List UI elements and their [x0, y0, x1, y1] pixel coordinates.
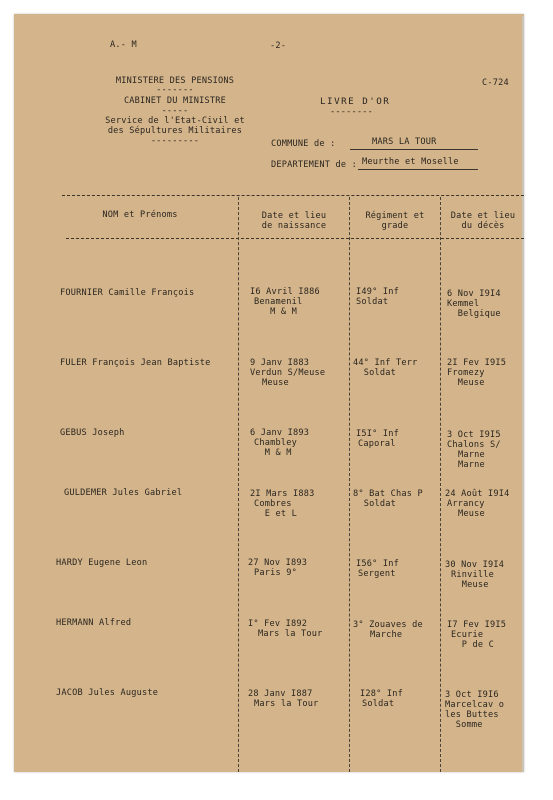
book-title: LIVRE D'OR: [320, 96, 391, 107]
row-4-regiment: 8° Bat Chas P: [353, 489, 423, 499]
row-2-death-region: Meuse: [447, 378, 485, 388]
row-1-grade: Soldat: [356, 297, 389, 307]
commune-value: MARS LA TOUR: [372, 137, 437, 147]
row-6-grade: Marche: [370, 630, 403, 640]
page-edge-shadow: [522, 16, 524, 772]
row-5-regiment: I56° Inf: [356, 559, 399, 569]
department-label: DEPARTEMENT de :: [271, 160, 357, 170]
page-number: -2-: [270, 41, 287, 51]
row-4-grade: Soldat: [353, 499, 396, 509]
row-2-name: FULER François Jean Baptiste: [60, 358, 211, 368]
row-4-death-region: Meuse: [458, 509, 485, 519]
document-page: [14, 14, 524, 772]
row-1-birth-place: Benamenil: [254, 297, 303, 307]
row-7-death-place: Marcelcav o: [445, 700, 505, 710]
row-3-birth-place: Chambley: [254, 438, 297, 448]
row-5-death-date: 30 Nov I9I4: [445, 560, 505, 570]
row-2-death-place: Fromezy: [447, 368, 485, 378]
row-5-death-region: Meuse: [451, 580, 489, 590]
service-rule: ---------: [150, 136, 200, 146]
cabinet-rule: -----: [161, 106, 189, 116]
ministry-rule: -------: [156, 85, 194, 95]
row-1-birth-date: I6 Avril I886: [250, 287, 320, 297]
cabinet-title: CABINET DU MINISTRE: [123, 96, 227, 106]
row-7-birth-date: 28 Janv I887: [248, 689, 313, 699]
row-3-regiment: I5I° Inf: [356, 429, 399, 439]
row-6-name: HERMANN Alfred: [56, 618, 132, 628]
row-1-regiment: I49° Inf: [356, 287, 399, 297]
column-header-regiment: Régiment et: [365, 211, 425, 221]
row-4-birth-place: Combres: [254, 499, 292, 509]
service-line-2: des Sépultures Militaires: [107, 126, 243, 136]
service-line-1: Service de l'Etat-Civil et: [105, 116, 245, 126]
ministry-title: MINISTERE DES PENSIONS: [115, 76, 235, 86]
book-title-rule: --------: [330, 107, 373, 117]
row-5-birth-place: Paris 9°: [254, 568, 297, 578]
row-6-regiment: 3° Zouaves de: [353, 620, 423, 630]
column-header-birth: Date et lieu: [261, 211, 327, 221]
row-7-regiment: I28° Inf: [360, 689, 403, 699]
row-7-death-region: les Buttes: [445, 710, 499, 720]
row-5-birth-date: 27 Nov I893: [248, 558, 308, 568]
row-2-death-date: 2I Fev I9I5: [447, 358, 507, 368]
row-7-death-date: 3 Oct I9I6: [445, 690, 499, 700]
table-top-rule: [62, 195, 524, 196]
commune-underline: [350, 149, 478, 150]
row-7-name: JACOB Jules Auguste: [56, 688, 159, 698]
row-3-grade: Caporal: [358, 439, 396, 449]
row-6-death-region: P de C: [451, 640, 494, 650]
row-4-death-date: 24 Août I9I4: [445, 489, 510, 499]
row-2-birth-dept: Meuse: [262, 378, 289, 388]
row-1-death-place: Kemmel: [447, 299, 480, 309]
row-6-death-date: I7 Fev I9I5: [447, 620, 507, 630]
row-3-death-dept: Marne: [458, 460, 485, 470]
row-3-name: GEBUS Joseph: [60, 428, 125, 438]
column-header-death: Date et lieu: [450, 211, 516, 221]
column-header-name: NOM et Prénoms: [102, 210, 178, 220]
row-5-grade: Sergent: [358, 569, 396, 579]
row-4-name: GULDEMER Jules Gabriel: [64, 488, 183, 498]
column-header-regiment-2: grade: [381, 221, 409, 231]
column-divider-2: [349, 197, 350, 772]
column-divider-1: [238, 197, 239, 772]
row-6-birth-place: Mars la Tour: [258, 629, 323, 639]
row-2-birth-date: 9 Janv I883: [250, 358, 310, 368]
row-3-death-date: 3 Oct I9I5: [447, 430, 501, 440]
row-2-birth-place: Verdun S/Meuse: [250, 368, 326, 378]
row-6-death-place: Ecurie: [451, 630, 484, 640]
reference-right: C-724: [482, 78, 509, 88]
row-4-death-place: Arrancy: [447, 499, 485, 509]
row-6-birth-date: I° Fev I892: [248, 619, 308, 629]
row-7-grade: Soldat: [362, 699, 395, 709]
row-1-death-date: 6 Nov I9I4: [447, 289, 501, 299]
row-1-name: FOURNIER Camille François: [60, 288, 195, 298]
column-divider-3: [440, 197, 441, 772]
column-header-birth-2: de naissance: [261, 221, 327, 231]
row-4-birth-date: 2I Mars I883: [250, 489, 315, 499]
row-5-death-place: Rinville: [451, 570, 494, 580]
row-7-birth-place: Mars la Tour: [254, 699, 319, 709]
row-3-birth-date: 6 Janv I893: [250, 428, 310, 438]
commune-label: COMMUNE de :: [271, 139, 336, 149]
row-1-birth-dept: M & M: [254, 307, 297, 317]
row-3-death-region: Marne: [458, 450, 485, 460]
column-header-death-2: du décès: [461, 221, 505, 231]
reference-left: A.- M: [110, 40, 137, 50]
row-2-regiment: 44° Inf Terr: [353, 358, 418, 368]
row-2-grade: Soldat: [353, 368, 396, 378]
table-header-rule: [66, 238, 524, 239]
department-value: Meurthe et Moselle: [362, 157, 459, 167]
row-3-death-place: Chalons S/: [447, 440, 501, 450]
row-4-birth-dept: E et L: [254, 509, 297, 519]
row-5-name: HARDY Eugene Leon: [56, 558, 148, 568]
department-underline: [358, 169, 478, 170]
row-7-death-dept: Somme: [445, 720, 483, 730]
row-3-birth-dept: M & M: [254, 448, 292, 458]
row-1-death-region: Belgique: [447, 309, 501, 319]
